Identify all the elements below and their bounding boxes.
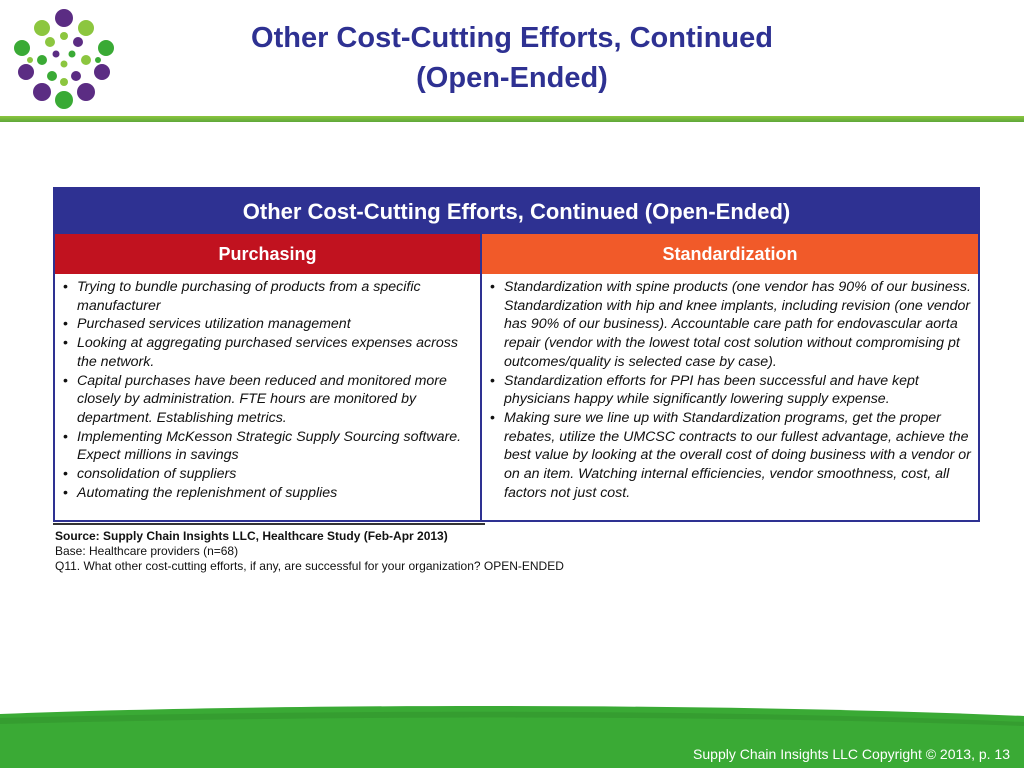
list-item: • Standardization efforts for PPI has been successful and have kept physicians happy while significantly lowering supply expense. [488,372,976,409]
list-item: • Implementing McKesson Strategic Supply Sourcing software. Expect millions in savings [61,428,479,465]
column-divider [480,234,482,520]
list-item: • Capital purchases have been reduced and monitored more closely by administration. FTE hours are monitored by department. Establishing metrics. [61,372,479,428]
source-line: Source: Supply Chain Insights LLC, Healthcare Study (Feb-Apr 2013) [55,529,448,543]
standardization-list [488,278,976,502]
header-divider [0,116,1024,122]
title-line-2: (Open-Ended) [416,62,608,94]
list-item: • Standardization with spine products (one vendor has 90% of our business. Standardization with hip and knee implants, including revision (one vendor has 90% of our business). Accountable care path for endovascular aorta repair (vendor with the lowest total cost solution without compromising pt outcomes/quality is selected case by case). [488,278,976,372]
question-line: Q11. What other cost-cutting efforts, if any, are successful for your organization? OPEN-ENDED [55,559,564,573]
list-item: • Automating the replenishment of supplies [61,484,479,503]
title-line-1: Other Cost-Cutting Efforts, Continued [251,22,773,54]
results-table [53,187,980,522]
list-item: • Trying to bundle purchasing of products from a specific manufacturer [61,278,479,315]
column-header-standardization: Standardization [482,234,978,274]
footer-copyright: Supply Chain Insights LLC Copyright © 2013, p. 13 [693,746,1010,762]
page-title [120,18,904,98]
list-item: • Making sure we line up with Standardization programs, get the proper rebates, utilize the UMCSC contracts to our fullest advantage, achieve the best value by looking at the overall cost of doing business with a vendor or on an item. Watching internal efficiencies, vendor smoothness, cost, all factors not just cost. [488,409,976,503]
source-divider [53,523,485,525]
purchasing-list [61,278,479,502]
dot-cluster-logo-icon [8,6,120,110]
list-item: • Purchased services utilization management [61,315,479,334]
table-title: Other Cost-Cutting Efforts, Continued (Open-Ended) [55,189,978,234]
column-header-purchasing: Purchasing [55,234,480,274]
list-item: • consolidation of suppliers [61,465,479,484]
base-line: Base: Healthcare providers (n=68) [55,544,239,558]
list-item: • Looking at aggregating purchased services expenses across the network. [61,334,479,371]
source-notes [55,529,564,574]
